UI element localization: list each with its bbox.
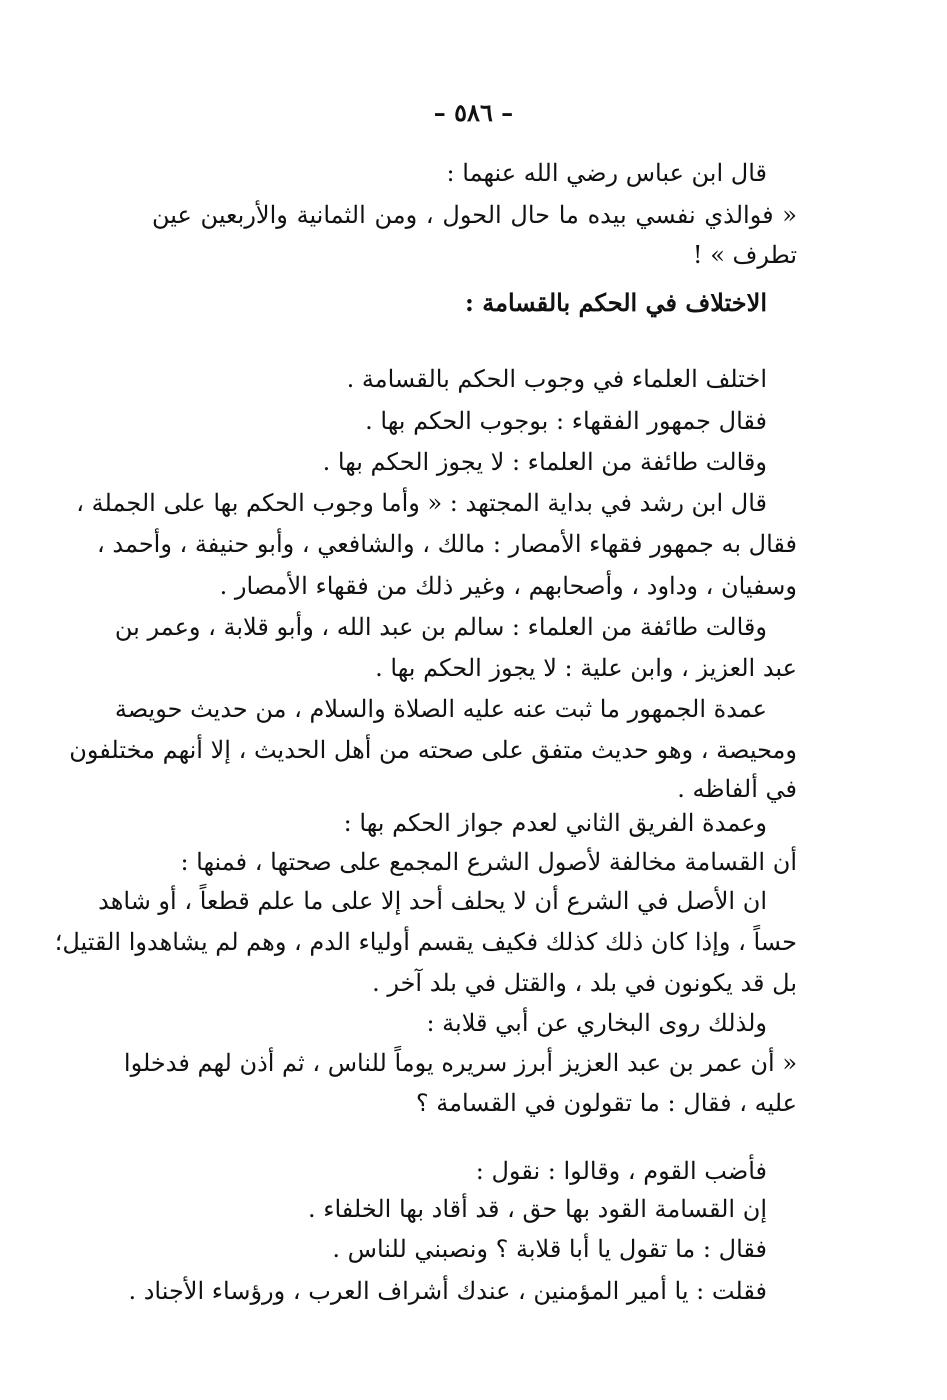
- text-line: اختلف العلماء في وجوب الحكم بالقسامة .: [346, 365, 767, 393]
- text-line: أن القسامة مخالفة لأصول الشرع المجمع على صحتها ، فمنها :: [180, 848, 797, 876]
- text-line: عمدة الجمهور ما ثبت عنه عليه الصلاة والسلام ، من حديث حويصة: [114, 695, 767, 723]
- text-line: وسفيان ، وداود ، وأصحابهم ، وغير ذلك من فقهاء الأمصار .: [219, 572, 797, 600]
- text-line: ان الأصل في الشرع أن لا يحلف أحد إلا على ما علم قطعاً ، أو شاهد: [98, 887, 767, 915]
- text-line: في ألفاظه .: [677, 775, 797, 803]
- text-line: قال ابن عباس رضي الله عنهما :: [446, 159, 767, 187]
- text-line: فأضب القوم ، وقالوا : نقول :: [475, 1157, 767, 1185]
- page-number: – ٥٨٦ –: [433, 98, 514, 127]
- text-line: ومحيصة ، وهو حديث متفق على صحته من أهل الحديث ، إلا أنهم مختلفون: [69, 736, 797, 764]
- text-line: عليه ، فقال : ما تقولون في القسامة ؟: [415, 1089, 797, 1117]
- section-heading: الاختلاف في الحكم بالقسامة :: [465, 288, 767, 317]
- text-line: فقلت : يا أمير المؤمنين ، عندك أشراف العرب ، ورؤساء الأجناد .: [128, 1277, 767, 1305]
- text-line: فقال جمهور الفقهاء : بوجوب الحكم بها .: [365, 407, 767, 435]
- text-line: قال ابن رشد في بداية المجتهد : « وأما وجوب الحكم بها على الجملة ،: [76, 489, 767, 517]
- text-line: فقال به جمهور فقهاء الأمصار : مالك ، والشافعي ، وأبو حنيفة ، وأحمد ،: [96, 530, 797, 558]
- text-line: « فوالذي نفسي بيده ما حال الحول ، ومن الثمانية والأربعين عين: [152, 201, 797, 229]
- text-line: تطرف » !: [692, 241, 797, 269]
- text-line: حساً ، وإذا كان ذلك كذلك فكيف يقسم أولياء الدم ، وهم لم يشاهدوا القتيل؛: [54, 928, 797, 956]
- text-line: فقال : ما تقول يا أبا قلابة ؟ ونصبني للناس .: [332, 1235, 767, 1263]
- text-line: عبد العزيز ، وابن علية : لا يجوز الحكم بها .: [375, 654, 797, 682]
- text-line: « أن عمر بن عبد العزيز أبرز سريره يوماً للناس ، ثم أذن لهم فدخلوا: [123, 1049, 797, 1077]
- text-line: وعمدة الفريق الثاني لعدم جواز الحكم بها :: [343, 809, 767, 837]
- text-line: بل قد يكونون في بلد ، والقتل في بلد آخر .: [372, 969, 797, 997]
- text-line: إن القسامة القود بها حق ، قد أقاد بها الخلفاء .: [307, 1195, 767, 1223]
- text-line: وقالت طائفة من العلماء : لا يجوز الحكم بها .: [322, 448, 767, 476]
- text-line: ولذلك روى البخاري عن أبي قلابة :: [426, 1009, 767, 1037]
- text-line: وقالت طائفة من العلماء : سالم بن عبد الله ، وأبو قلابة ، وعمر بن: [114, 613, 767, 641]
